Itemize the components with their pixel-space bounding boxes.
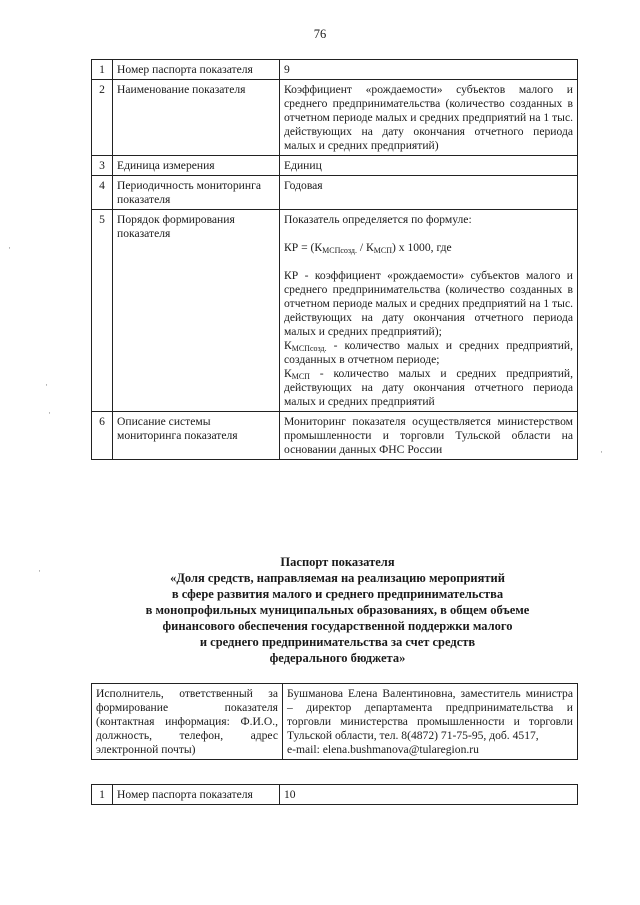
heading-line: в сфере развития малого и среднего предпринимательства bbox=[171, 587, 504, 601]
formula-part: ) х 1000, где bbox=[392, 241, 452, 254]
table-row bbox=[92, 176, 578, 210]
table-row bbox=[92, 80, 578, 156]
definition-text: - количество малых и средних предприятий, действующих на дату окончания отчетного периода малых и средних предприятий bbox=[284, 367, 573, 408]
formula-subscript: МСПсозд. bbox=[322, 246, 357, 255]
symbol: К bbox=[284, 367, 292, 380]
row-label: Номер паспорта показателя bbox=[113, 785, 280, 805]
row-number: 6 bbox=[92, 412, 113, 460]
table-row bbox=[92, 60, 578, 80]
row-number: 5 bbox=[92, 210, 113, 412]
row-label: Порядок формирования показателя bbox=[113, 210, 280, 412]
formula-subscript: МСП bbox=[373, 246, 392, 255]
row-number: 1 bbox=[92, 785, 113, 805]
passport-heading bbox=[90, 554, 585, 666]
table-row bbox=[92, 412, 578, 460]
row-number: 4 bbox=[92, 176, 113, 210]
executor-table bbox=[91, 683, 578, 760]
row-label: Единица измерения bbox=[113, 156, 280, 176]
symbol-subscript: МСП bbox=[291, 372, 310, 381]
scan-speck: · bbox=[48, 408, 51, 418]
indicator-passport-table-10 bbox=[91, 784, 578, 805]
row-number: 2 bbox=[92, 80, 113, 156]
row-label: Описание системы мониторинга показателя bbox=[113, 412, 280, 460]
symbol: К bbox=[284, 339, 292, 352]
definition-k-msp bbox=[284, 367, 573, 409]
scan-speck: · bbox=[45, 380, 48, 390]
row-label: Периодичность мониторинга показателя bbox=[113, 176, 280, 210]
definition-text: - количество малых и средних предприятий, созданных в отчетном периоде; bbox=[284, 339, 573, 366]
formula-part: / К bbox=[357, 241, 374, 254]
row-number: 1 bbox=[92, 60, 113, 80]
executor-label: Исполнитель, ответственный за формирование показателя (контактная информация: Ф.И.О., должность, телефон, адрес электронной почты) bbox=[92, 684, 283, 760]
page-number: 76 bbox=[313, 27, 327, 41]
heading-line: Паспорт показателя bbox=[280, 555, 395, 569]
symbol-subscript: МСПсозд. bbox=[291, 344, 327, 353]
heading-line: и среднего предпринимательства за счет средств bbox=[199, 635, 476, 649]
formula-intro: Показатель определяется по формуле: bbox=[284, 213, 472, 226]
heading-line: в монопрофильных муниципальных образованиях, в общем объеме bbox=[145, 603, 530, 617]
row-value: Коэффициент «рождаемости» субъектов малого и среднего предпринимательства (количество созданных в отчетном периоде малых и средних предприятий на 1 тыс. действующих на дату окончания отчетного периода малых и средних предприятий) bbox=[280, 80, 578, 156]
row-label: Номер паспорта показателя bbox=[113, 60, 280, 80]
formula-part: КР = (К bbox=[284, 241, 323, 254]
table-row bbox=[92, 156, 578, 176]
row-value: 9 bbox=[280, 60, 578, 80]
definition-kr: КР - коэффициент «рождаемости» субъектов малого и среднего предпринимательства (количество созданных в отчетном периоде малых и средних предприятий на 1 тыс. действующих на дату окончания отчетного периода малых и средних предприятий); bbox=[284, 269, 573, 338]
row-value: Годовая bbox=[280, 176, 578, 210]
formula-cell bbox=[280, 210, 578, 412]
indicator-passport-table-9 bbox=[91, 59, 578, 460]
table-row bbox=[92, 684, 578, 760]
heading-line: «Доля средств, направляемая на реализацию мероприятий bbox=[170, 571, 505, 585]
definition-k-msp-sozd bbox=[284, 339, 573, 367]
scan-speck: · bbox=[8, 243, 11, 253]
executor-contact bbox=[283, 684, 578, 760]
row-number: 3 bbox=[92, 156, 113, 176]
table-row bbox=[92, 785, 578, 805]
executor-value: Бушманова Елена Валентиновна, заместитель министра – директор департамента предпринимательства и торговли министерства промышленности и торговли Тульской области, тел. 8(4872) 71-75-95, доб. 4517, bbox=[287, 687, 573, 742]
heading-line: финансового обеспечения государственной поддержки малого bbox=[162, 619, 513, 633]
scan-speck: · bbox=[38, 566, 41, 576]
heading-line: федерального бюджета» bbox=[269, 651, 406, 665]
row-value: 10 bbox=[280, 785, 578, 805]
formula bbox=[284, 241, 573, 255]
executor-email: e-mail: elena.bushmanova@tularegion.ru bbox=[287, 743, 479, 756]
row-value: Мониторинг показателя осуществляется министерством промышленности и торговли Тульской области на основании данных ФНС России bbox=[280, 412, 578, 460]
table-row bbox=[92, 210, 578, 412]
row-label: Наименование показателя bbox=[113, 80, 280, 156]
row-value: Единиц bbox=[280, 156, 578, 176]
scan-speck: · bbox=[600, 447, 603, 457]
